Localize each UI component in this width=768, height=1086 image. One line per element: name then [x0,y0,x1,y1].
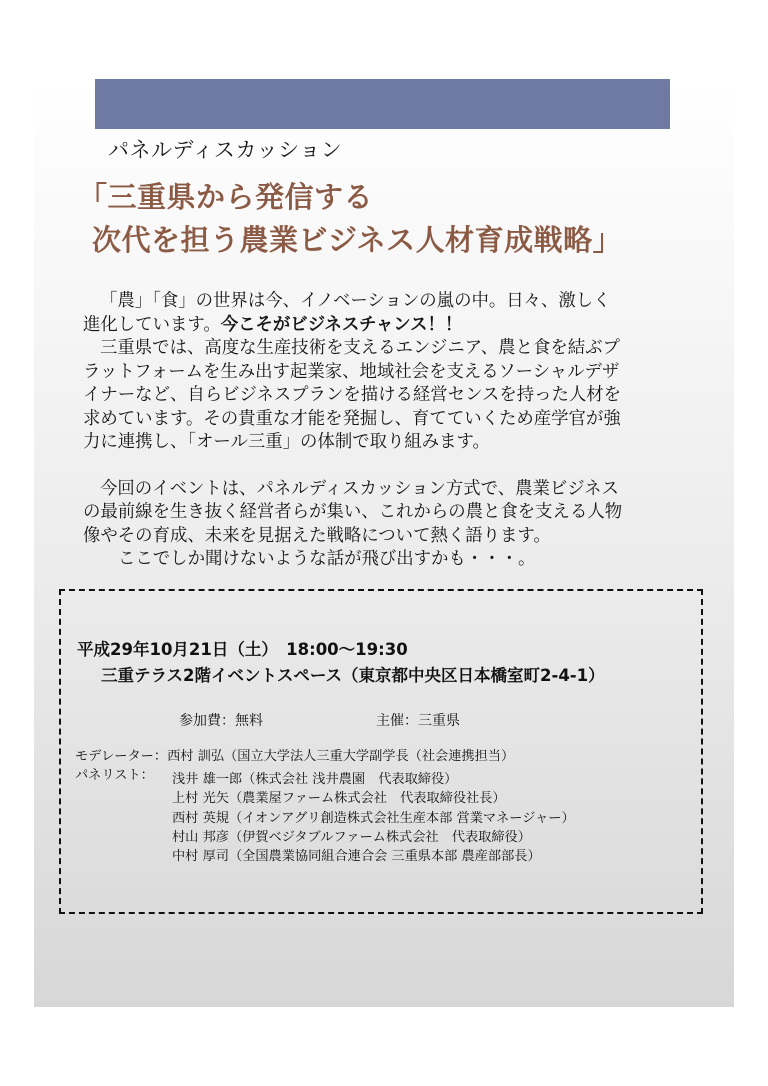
moderator-name: 西村 訓弘（国立大学法人三重大学副学長（社会連携担当） [167,749,515,764]
intro-line: 求めています。その貴重な才能を発掘し、育てていくため産学官が強 [83,408,621,429]
intro-line: 力に連携し、「オール三重」の体制で取り組みます。 [83,432,490,452]
intro-normal: 進化しています。 [83,314,221,335]
intro-emphasis: 今こそがビジネスチャンス！！ [220,314,463,335]
event-fee: 参加費：無料 [179,713,263,729]
intro-line: 像やその育成、未来を見据えた戦略について熱く語ります。 [83,525,551,546]
intro-line: 「農」「食」の世界は今、イノベーションの嵐の中。日々、激しく [100,291,611,311]
intro-line [83,314,693,338]
moderator-row [75,747,514,766]
moderator-label: モデレーター： [75,749,168,764]
panelist-label: パネリスト： [75,768,154,783]
header-banner [95,79,670,129]
panelist-item: 中村 厚司（全国農業協同組合連合会 三重県本部 農産部部長） [172,849,541,865]
panelist-item: 村山 邦彦（伊賀ベジタブルファーム株式会社 代表取締役） [172,829,531,845]
intro-line: 三重県では、高度な生産技術を支えるエンジニア、農と食を結ぶプ [100,338,620,358]
panelist-list [172,770,575,866]
event-date-time: 平成29年10月21日（土） 18:00～19:30 [77,640,408,659]
intro-line: ここでしか聞けないような話が飛び出すかも・・・。 [118,549,536,569]
event-venue: 三重テラス2階イベントスペース（東京都中央区日本橋室町2-4-1） [101,666,605,685]
panelist-item: 浅井 雄一郎（株式会社 浅井農園 代表取締役） [172,772,458,787]
event-subtitle: パネルディスカッション [108,138,343,162]
title-line-2: 次代を担う農業ビジネス人材育成戦略」 [92,223,623,257]
title-line-1: 「三重県から発信する [78,180,374,214]
panelist-item: 上村 光矢（農業屋ファーム株式会社 代表取締役社長） [172,791,506,807]
intro-line: の最前線を生き抜く経営者らが集い、これからの農と食を支える人物 [83,502,623,522]
intro-line: イナーなど、自らビジネスプランを描ける経営センスを持った人材を [83,385,622,405]
event-host: 主催：三重県 [376,713,460,729]
intro-line: ラットフォームを生み出す起業家、地域社会を支えるソーシャルデザ [83,361,620,382]
intro-text [83,290,693,572]
panelist-item: 西村 英規（イオンアグリ創造株式会社生産本部 営業マネージャー） [172,810,575,826]
intro-line: 今回のイベントは、パネルディスカッション方式で、農業ビジネス [100,478,619,499]
event-title [78,176,622,262]
